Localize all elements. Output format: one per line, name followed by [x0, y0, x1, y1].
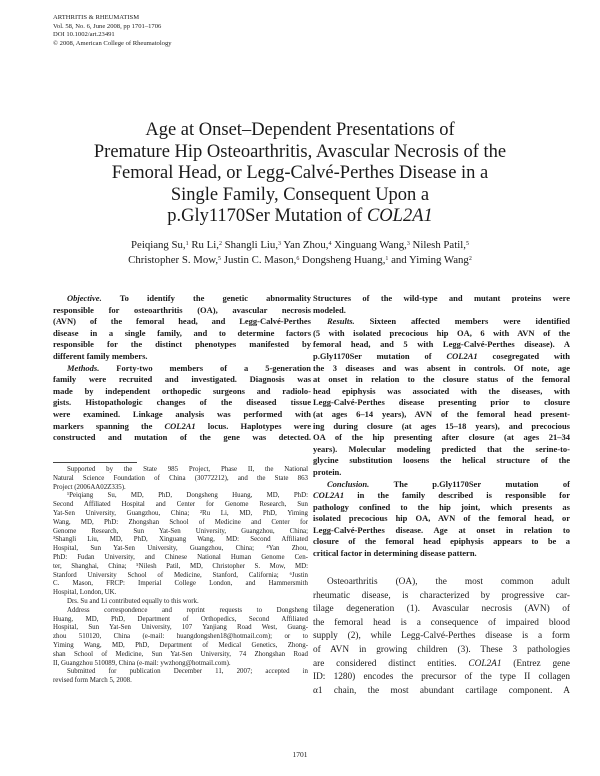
- text-line: [313, 513, 570, 525]
- text-span: constructed and mutation of the gene was detected.: [53, 432, 311, 443]
- text-span: Huang, MD, PhD, Department of Orthopedics, Second Affiliated: [53, 615, 308, 623]
- italic-text: COL2A1: [468, 658, 502, 669]
- author-line: [60, 238, 540, 253]
- text-span: Supported by the State 985 Project, Phase II, the National: [67, 466, 308, 473]
- text-span: different family members.: [53, 350, 148, 361]
- text-line: [53, 642, 308, 651]
- text-span: Forty-two members of a 5-generation: [99, 362, 311, 373]
- article-title: [60, 120, 540, 228]
- affiliation-mark: 5: [465, 241, 469, 247]
- text-line: [53, 651, 308, 660]
- text-line: [53, 328, 311, 340]
- text-line: [313, 467, 570, 479]
- text-span: supply (2), while Legg-Calvé-Perthes disease is a form: [313, 631, 570, 642]
- text-line: [313, 502, 570, 514]
- text-span: OA of the hip presenting after closure (at ages 21–34: [313, 432, 570, 443]
- text-line: [53, 563, 308, 572]
- text-line: [53, 572, 308, 581]
- text-line: [53, 510, 308, 519]
- text-line: [53, 475, 308, 484]
- text-line: [53, 616, 308, 625]
- text-span: Drs. Su and Li contributed equally to this work.: [67, 597, 199, 605]
- author-name: Nilesh Patil,: [409, 239, 466, 251]
- text-line: [313, 590, 570, 604]
- text-span: To identify the genetic abnormality: [101, 293, 311, 303]
- text-span: Submitted for publication December 11, 2007; accepted in: [67, 668, 308, 676]
- text-line: [53, 677, 308, 686]
- text-line: [313, 658, 570, 672]
- text-span: II, Guangzhou 510089, China (e-mail: ywzhong@hotmail.com).: [53, 659, 231, 667]
- text-span: Structures of the wild-type and mutant proteins were: [313, 293, 570, 303]
- text-span: locus. Haplotypes were: [195, 420, 312, 431]
- text-line: [53, 668, 308, 677]
- text-span: modeled.: [313, 304, 346, 315]
- text-line: [313, 630, 570, 644]
- author-name: and Yiming Wang: [388, 254, 469, 266]
- text-line: [313, 339, 570, 351]
- text-line: [53, 528, 308, 537]
- author-name: Shangli Liu,: [221, 239, 279, 251]
- text-span: femoral head, and 5 with Legg-Calvé-Perthes disease). A: [313, 339, 570, 350]
- text-line: [53, 589, 308, 598]
- journal-copyright: © 2008, American College of Rheumatology: [53, 39, 172, 47]
- text-line: [53, 484, 308, 493]
- text-line: [53, 351, 311, 363]
- text-span: gists. Histopathologic changes of the diseased tissue: [53, 397, 311, 408]
- text-line: [53, 339, 311, 351]
- text-span: pathology confined to the hip joint, which presents as: [313, 501, 570, 512]
- text-span: Hospital, Sun Yat-Sen University, 107 Yanjiang Road West, Guang-: [53, 624, 308, 632]
- text-span: disease in a single family, and to determine factors: [53, 327, 311, 338]
- italic-text: COL2A1: [446, 350, 478, 361]
- title-line: Femoral Head, or Legg-Calvé-Perthes Disease in a: [111, 163, 489, 183]
- text-line: [313, 421, 570, 433]
- abstract-right-column: [313, 293, 570, 560]
- text-span: Legg-Calvé-Perthes disease presenting prior to closure: [313, 397, 570, 408]
- text-span: isolated precocious hip OA, AVN of the femoral head, or: [313, 513, 570, 524]
- text-line: [313, 432, 570, 444]
- text-span: at onset in relation to the closure status of the femoral: [313, 374, 570, 385]
- text-span: Project (2006AA02Z335).: [53, 483, 126, 491]
- text-line: [53, 374, 311, 386]
- text-span: of AVN in growing children (3). These 3 pathologies: [313, 644, 570, 655]
- text-span: α1 chain, the most abundant cartilage component. A: [313, 685, 570, 696]
- journal-volume: Vol. 58, No. 6, June 2008, pp 1701–1706: [53, 22, 162, 30]
- text-line: [313, 536, 570, 548]
- text-span: markers spanning the: [53, 420, 165, 431]
- footnote-divider: [53, 462, 137, 463]
- text-line: [313, 328, 570, 340]
- text-span: Hospital, London, UK.: [53, 589, 117, 597]
- text-line: [53, 536, 308, 545]
- text-span: family were recruited and investigated. Diagnosis was: [53, 374, 311, 385]
- author-name: Christopher S. Mow,: [128, 254, 219, 266]
- title-line: [60, 206, 540, 228]
- text-line: [53, 432, 311, 444]
- text-line: [313, 363, 570, 375]
- author-name: Ru Li,: [188, 239, 219, 251]
- text-span: the 3 diseases and was absent in controls. Of note, age: [313, 362, 570, 373]
- journal-header: [53, 14, 353, 48]
- text-line: [313, 490, 570, 502]
- italic-text: Objective.: [67, 293, 102, 303]
- affiliation-mark: 3: [406, 241, 410, 247]
- text-span: Genome Research, Sun Yat-Sen University, Guangzhou, China;: [53, 527, 308, 535]
- text-line: [53, 363, 311, 375]
- affiliation-mark: 3: [278, 241, 282, 247]
- footnotes: [53, 466, 308, 686]
- text-line: [313, 409, 570, 421]
- text-line: [53, 305, 311, 317]
- text-line: [313, 617, 570, 631]
- text-span: critical factor in determining disease pattern.: [313, 548, 477, 559]
- text-span: Sixteen affected members were identified: [354, 316, 570, 327]
- italic-text: Methods.: [67, 362, 100, 373]
- text-line: [53, 554, 308, 563]
- text-line: [53, 624, 308, 633]
- text-line: [313, 685, 570, 699]
- text-span: The p.Gly1170Ser mutation of: [369, 478, 570, 489]
- abstract-left-column: [53, 293, 311, 444]
- text-line: [53, 316, 311, 328]
- affiliation-mark: 5: [218, 256, 222, 262]
- text-line: [53, 607, 308, 616]
- text-line: [53, 386, 311, 398]
- text-span: revised form March 5, 2008.: [53, 677, 132, 685]
- text-span: Address correspondence and reprint requests to Dongsheng: [67, 606, 308, 614]
- italic-text: Conclusion.: [327, 478, 370, 489]
- text-span: years). Molecular modeling predicted that the serine-to-: [313, 443, 570, 454]
- author-name: Dongsheng Huang,: [299, 254, 386, 266]
- text-line: [53, 421, 311, 433]
- text-span: Yiming Wang, MD, PhD, Department of Medical Genetics, Zhong-: [53, 641, 308, 649]
- text-span: Yat-Sen University, Guangzhou, China; ²Ru Li, MD, PhD, Yiming: [53, 509, 308, 517]
- text-span: Osteoarthritis (OA), the most common adult: [327, 577, 570, 587]
- text-line: [313, 351, 570, 363]
- text-line: [313, 305, 570, 317]
- author-name: Xinguang Wang,: [331, 239, 407, 251]
- affiliation-mark: 1: [185, 241, 189, 247]
- title-text: p.Gly1170Ser Mutation of: [167, 206, 367, 226]
- text-line: [53, 580, 308, 589]
- text-line: [313, 576, 570, 590]
- text-span: glycine substitution loosens the helical structure of the: [313, 455, 570, 466]
- author-name: Yan Zhou,: [281, 239, 329, 251]
- text-line: [53, 293, 311, 305]
- journal-name: ARTHRITIS & RHEUMATISM: [53, 14, 140, 21]
- text-line: [53, 598, 308, 607]
- text-line: [313, 316, 570, 328]
- text-line: [313, 548, 570, 560]
- text-line: [53, 501, 308, 510]
- text-span: Hospital, Sun Yat-Sen University, Guangzhou, China; ⁴Yan Zhou,: [53, 545, 308, 553]
- author-line: [60, 253, 540, 268]
- page-number: 1701: [292, 750, 308, 759]
- affiliation-mark: 1: [385, 256, 389, 262]
- affiliation-mark: 2: [218, 241, 222, 247]
- text-span: PhD: Fudan University, and Chinese National Human Genome Cen-: [53, 553, 308, 561]
- affiliation-mark: 2: [468, 256, 472, 262]
- text-span: C. Mason, FRCP: Imperial College London, and Hammersmith: [53, 580, 308, 588]
- text-line: [313, 525, 570, 537]
- italic-text: COL2A1: [313, 490, 345, 501]
- text-line: [313, 386, 570, 398]
- text-span: Stanford University School of Medicine, Stanford, California; ⁶Justin: [53, 571, 308, 579]
- text-span: the femoral head is a consequence of impaired blood: [313, 617, 570, 628]
- author-name: Justin C. Mason,: [221, 254, 297, 266]
- text-span: protein.: [313, 466, 342, 477]
- text-span: Natural Science Foundation of China (30772212), and the State 863: [53, 474, 308, 482]
- text-span: zhou 510120, China (e-mail: huangdongshen18@hotmail.com); or to: [53, 633, 308, 641]
- text-span: ID: 1280) encodes the precursor of the type II collagen: [313, 672, 570, 683]
- text-span: rheumatic disease, is characterized by progressive car-: [313, 590, 570, 601]
- italic-text: COL2A1: [164, 420, 196, 431]
- text-span: Second Affiliated Hospital and Center for Genome Research, Sun: [53, 501, 308, 509]
- title-line: Age at Onset–Dependent Presentations of: [145, 120, 455, 140]
- title-line: Single Family, Consequent Upon a: [170, 184, 430, 205]
- text-span: Wang, MD, PhD: Zhongshan School of Medicine and Center for: [53, 518, 308, 526]
- text-line: [53, 397, 311, 409]
- affiliation-mark: 6: [296, 256, 300, 262]
- text-span: were examined. Linkage analysis was performed with: [53, 408, 311, 419]
- text-span: (AVN) of the femoral head, and Legg-Calvé-Perthes: [53, 316, 311, 327]
- text-span: tilage degeneration (1). Avascular necrosis (AVN) of: [313, 604, 570, 615]
- text-span: (at ages 6–14 years), AVN of the femoral head present-: [313, 408, 570, 419]
- text-span: ¹Peiqiang Su, MD, PhD, Dongsheng Huang, MD, PhD:: [67, 492, 308, 500]
- text-line: [313, 397, 570, 409]
- text-line: [313, 479, 570, 491]
- text-span: responsible for the distinct phenotypes manifested by: [53, 339, 311, 350]
- text-line: [313, 603, 570, 617]
- text-line: [53, 466, 308, 475]
- text-span: in the family described is responsible for: [344, 490, 570, 501]
- text-line: [53, 492, 308, 501]
- title-line: Premature Hip Osteoarthritis, Avascular Necrosis of the: [93, 141, 507, 162]
- text-line: [53, 519, 308, 528]
- gene-name: COL2A1: [366, 206, 433, 226]
- text-line: [53, 409, 311, 421]
- text-line: [53, 633, 308, 642]
- text-span: closure of the femoral head epiphysis appears to be a: [313, 536, 570, 547]
- journal-doi: DOI 10.1002/art.23491: [53, 31, 115, 39]
- text-span: ing during closure (at ages 15–18 years), and precocious: [313, 420, 570, 431]
- italic-text: Results.: [327, 316, 355, 327]
- text-span: ter, Shanghai, China; ⁵Nilesh Patil, MD, Christopher S. Mow, MD:: [53, 562, 308, 570]
- body-text: [313, 576, 570, 698]
- text-line: [313, 444, 570, 456]
- text-line: [53, 545, 308, 554]
- text-span: head epiphysis was associated with the diseases, with: [313, 385, 570, 396]
- author-list: [60, 238, 540, 268]
- text-span: cosegregated with: [477, 350, 570, 361]
- text-line: [53, 660, 308, 669]
- text-span: are considered distinct entities.: [313, 658, 469, 669]
- text-span: (Entrez gene: [501, 658, 570, 669]
- text-span: made by independent orthopedic surgeons and radiolo-: [53, 385, 311, 396]
- text-line: [313, 374, 570, 386]
- text-line: [313, 644, 570, 658]
- text-line: [313, 293, 570, 305]
- author-name: Peiqiang Su,: [131, 239, 186, 251]
- text-span: p.Gly1170Ser mutation of: [313, 350, 447, 361]
- text-span: ³Shangli Liu, MD, PhD, Xinguang Wang, MD: Second Affiliated: [53, 536, 308, 544]
- text-span: responsible for osteoarthritis (OA), avascular necrosis: [53, 304, 311, 315]
- text-line: [313, 455, 570, 467]
- text-span: Legg-Calvé-Perthes disease. Age at onset in relation to: [313, 524, 570, 535]
- text-line: [313, 671, 570, 685]
- text-span: (5 with isolated precocious hip OA, 6 with AVN of the: [313, 327, 570, 338]
- text-span: shan School of Medicine, Sun Yat-Sen University, 74 Zhongshan Road: [53, 650, 308, 658]
- affiliation-mark: 4: [328, 241, 332, 247]
